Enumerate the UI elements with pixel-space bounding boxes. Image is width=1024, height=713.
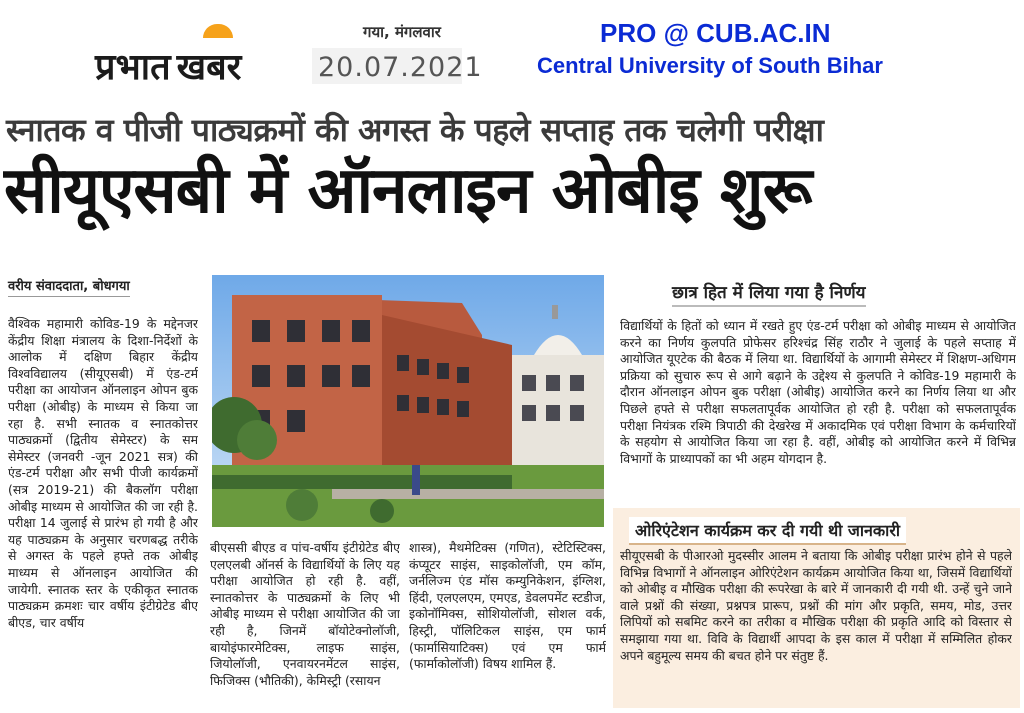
article-column-left: वैश्विक महामारी कोविड-19 के मद्देनजर केंद्रीय शिक्षा मंत्रालय के दिशा-निर्देशों के आलोक में दक्षिण बिहार केंद्रीय विश्वविद्यालय (सीयूएसबी) में एंड-टर्म परीक्षा का आयोजन ऑनलाइन ओपन बुक परीक्षा (ओबीइ) के माध्यम से किया जा रहा है. सभी स्नातक व स्नातकोत्तर पाठ्यक्रमों (द्वितीय सेमेस्टर) के सम सेमेस्टर (जनवरी -जून 2021 सत्र) की एंड-टर्म परीक्षा और सभी पीजी कार्यक्रमों (सत्र 2019-21) की बैकलॉग परीक्षा ओबीइ माध्यम से आयोजित की जा रही है. परीक्षा 14 जुलाई से प्रारंभ हो गयी है और यह पाठ्यक्रम के अनुसार चरणबद्ध तरीके से अगस्त के पहले हफ्ते तक ओबीइ माध्यम से ऑनलाइन आयोजित की जायेगी. स्नातक स्तर के एकीकृत स्नातक पाठ्यक्रम क्रमशः चार वर्षीय इंटीग्रेटेड बीए बीएड, चार वर्षीय: [8, 316, 198, 630]
campus-photo: [212, 275, 604, 527]
newspaper-logo: [95, 30, 241, 86]
logo-word-khabar: खबर: [176, 47, 242, 88]
section-body-orientation: सीयूएसबी के पीआरओ मुदस्सीर आलम ने बताया कि ओबीइ परीक्षा प्रारंभ होने से पहले विभिन्न विभागों ने ऑनलाइन ओरिएंटेशन कार्यक्रम आयोजित किया था, जिसमें विद्यार्थियों को ओबीइ व मौखिक परीक्षा की रूपरेखा के बारे में जानकारी दी गयी थी. उन्हें चुने जाने वाले प्रश्नों की संख्या, प्रश्नपत्र प्रारूप, प्रश्नों की मांग और प्रकृति, समय, मोड, उत्तर लिपियों को सबमिट करने का तरीका व मौखिक परीक्षा की प्रकृति आदि को विस्तार से समझाया गया था. विवि के विद्यार्थी आपदा के इस काल में परीक्षा में सम्मिलित होकर अपने बहुमूल्य समय की बचत होने पर संतुष्ट हैं.: [620, 548, 1012, 663]
logo-word-prabhat: प्रभात: [95, 47, 171, 88]
article-headline: सीयूएसबी में ऑनलाइन ओबीइ शुरू: [4, 154, 812, 228]
edition-place-day: गया, मंगलवार: [363, 23, 441, 41]
article-column-middle-2: शास्त्र), मैथमेटिक्स (गणित), स्टेटिस्टिक्स, कंप्यूटर साइंस, साइकोलॉजी, एम कॉम, जर्नलिज्म एंड मॉस कम्युनिकेशन, इंग्लिश, हिंदी, एलएलएम, एमएड, डेवलपमेंट स्टडीज, इकोनॉमिक्स, सोशियोलॉजी, सोशल वर्क, हिस्ट्री, पॉलिटिकल साइंस, एम फार्म (फार्मासियाटिक्स) एवं एम फार्म (फार्माकोलॉजी) विषय शामिल हैं.: [409, 540, 606, 672]
article-kicker: स्नातक व पीजी पाठ्यक्रमों की अगस्त के पहले सप्ताह तक चलेगी परीक्षा: [6, 111, 824, 149]
section-title-student-interest: छात्र हित में लिया गया है निर्णय: [672, 280, 866, 307]
edition-date: 20.07.2021: [318, 52, 483, 83]
sun-icon: [203, 24, 233, 38]
pro-email: PRO @ CUB.AC.IN: [600, 18, 831, 48]
university-name: Central University of South Bihar: [537, 53, 883, 78]
campus-building-illustration: [212, 275, 604, 527]
section-title-orientation: ओरिएंटेशन कार्यक्रम कर दी गयी थी जानकारी: [629, 517, 906, 545]
article-column-middle-1: बीएससी बीएड व पांच-वर्षीय इंटीग्रेटेड बीए एलएलबी ऑनर्स के विद्यार्थियों के लिए यह परीक्षा आयोजित हो रही है. वहीं, स्नातकोत्तर के पाठ्यक्रमों के लिए भी ओबीइ माध्यम से परीक्षा आयोजित की जा रही है, जिनमें बॉयोटेक्नोलॉजी, बायोइंफारमेटिक्स, लाइफ साइंस, जियोलॉजी, एनवायरनमेंटल साइंस, फिजिक्स (भौतिकी), केमिस्ट्री (रसायन: [210, 540, 400, 688]
byline: वरीय संवाददाता, बोधगया: [8, 276, 130, 297]
masthead: [0, 0, 1024, 100]
section-body-student-interest: विद्यार्थियों के हितों को ध्यान में रखते हुए एंड-टर्म परीक्षा को ओबीइ माध्यम से आयोजित करने का निर्णय कुलपति प्रोफेसर हरिश्चंद्र सिंह राठौर ने जुलाई के पहले सप्ताह में आयोजित यूएटेक की बैठक में लिया था. विद्यार्थियों के आगामी सेमेस्टर में शिक्षण-अधिगम प्रक्रिया को सुचारु रूप से आगे बढ़ाने के उद्देश्य से कुलपति ने कोविड-19 महामारी के दौरान ऑनलाइन ओपन बुक परीक्षा (ओबीइ) आयोजित करने का निर्णय लिया था और पिछले हफ्ते से परीक्षा सफलतापूर्वक आयोजित हो रही है. परीक्षा को सफलतापूर्वक परीक्षा नियंत्रक रश्मि त्रिपाठी की देखरेख में अकादमिक एवं परीक्षा विभाग के कर्मचारियों के सहयोग से आयोजित किया जा रहा है. वहीं, ओबीइ को आयोजित करने में विभिन्न विभागों के प्राध्यापकों का भी अहम योगदान है.: [620, 318, 1016, 466]
